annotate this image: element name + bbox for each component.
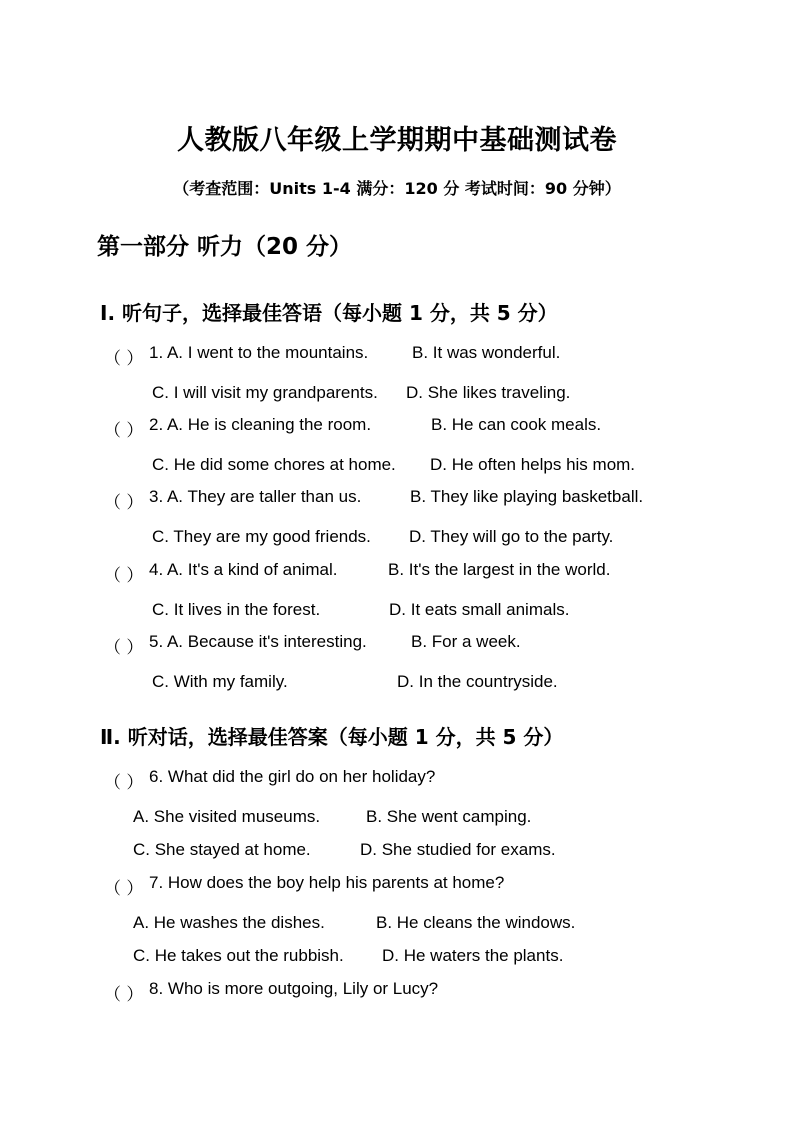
question-1-stem: 1. A. I went to the mountains. xyxy=(149,343,369,362)
section1-title: Ⅰ. 听句子，选择最佳答语（每小题 1 分，共 5 分） xyxy=(100,301,558,325)
question-3-option-c: C. They are my good friends. xyxy=(152,527,371,546)
question-1-option-b: B. It was wonderful. xyxy=(412,343,561,362)
answer-bracket: （ ） xyxy=(104,773,144,793)
question-1-option-c: C. I will visit my grandparents. xyxy=(152,383,378,402)
exam-scope-subtitle: （考查范围：Units 1-4 满分：120 分 考试时间：90 分钟） xyxy=(173,179,621,198)
question-4-option-c: C. It lives in the forest. xyxy=(152,600,321,619)
answer-bracket: （ ） xyxy=(104,638,144,658)
page-title: 人教版八年级上学期期中基础测试卷 xyxy=(177,125,617,156)
answer-bracket: （ ） xyxy=(104,421,144,441)
answer-bracket: （ ） xyxy=(104,879,144,899)
question-6-option-d: D. She studied for exams. xyxy=(360,840,556,859)
answer-bracket: （ ） xyxy=(104,349,144,369)
question-3-option-d: D. They will go to the party. xyxy=(409,527,614,546)
question-3-stem: 3. A. They are taller than us. xyxy=(149,487,362,506)
question-2-stem: 2. A. He is cleaning the room. xyxy=(149,415,372,434)
question-4-option-b: B. It's the largest in the world. xyxy=(388,560,611,579)
question-2-option-d: D. He often helps his mom. xyxy=(430,455,636,474)
question-5-option-b: B. For a week. xyxy=(411,632,521,651)
question-5-stem: 5. A. Because it's interesting. xyxy=(149,632,367,651)
part1-title: 第一部分 听力（20 分） xyxy=(97,234,353,260)
answer-bracket: （ ） xyxy=(104,985,144,1005)
question-5-option-d: D. In the countryside. xyxy=(397,672,558,691)
question-6-option-a: A. She visited museums. xyxy=(133,807,321,826)
question-7-stem: 7. How does the boy help his parents at home? xyxy=(149,873,505,892)
section2-title: Ⅱ. 听对话，选择最佳答案（每小题 1 分，共 5 分） xyxy=(100,725,564,749)
question-6-option-c: C. She stayed at home. xyxy=(133,840,311,859)
answer-bracket: （ ） xyxy=(104,493,144,513)
question-3-option-b: B. They like playing basketball. xyxy=(410,487,644,506)
question-7-option-c: C. He takes out the rubbish. xyxy=(133,946,344,965)
question-2-option-b: B. He can cook meals. xyxy=(431,415,602,434)
question-1-option-d: D. She likes traveling. xyxy=(406,383,571,402)
question-4-option-d: D. It eats small animals. xyxy=(389,600,570,619)
question-7-option-b: B. He cleans the windows. xyxy=(376,913,576,932)
question-4-stem: 4. A. It's a kind of animal. xyxy=(149,560,338,579)
answer-bracket: （ ） xyxy=(104,566,144,586)
question-2-option-c: C. He did some chores at home. xyxy=(152,455,396,474)
question-7-option-a: A. He washes the dishes. xyxy=(133,913,325,932)
question-6-option-b: B. She went camping. xyxy=(366,807,532,826)
question-7-option-d: D. He waters the plants. xyxy=(382,946,564,965)
question-8-stem: 8. Who is more outgoing, Lily or Lucy? xyxy=(149,979,439,998)
question-6-stem: 6. What did the girl do on her holiday? xyxy=(149,767,436,786)
question-5-option-c: C. With my family. xyxy=(152,672,288,691)
